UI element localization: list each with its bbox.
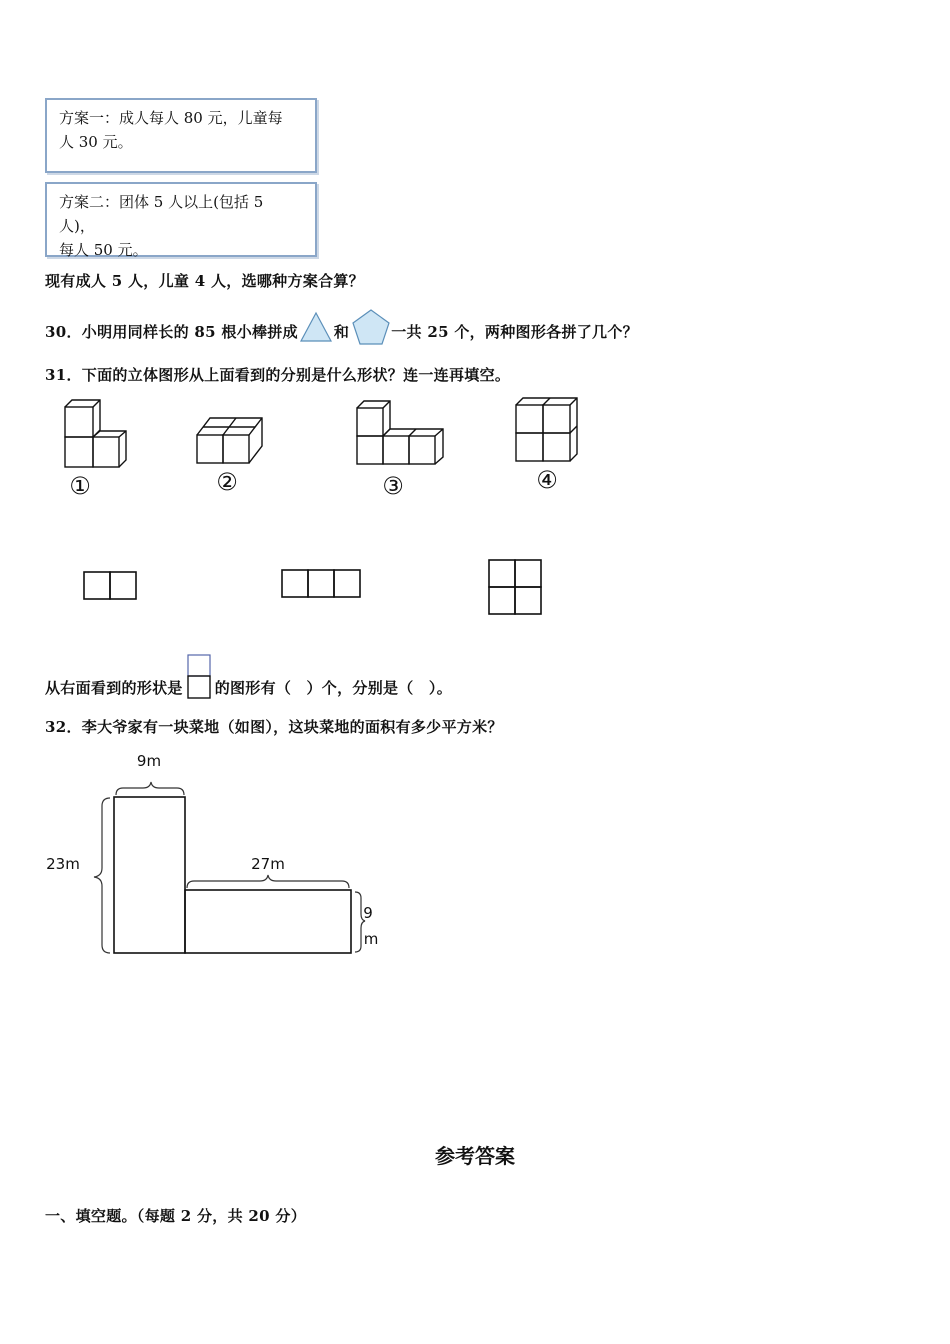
label-height: 23m bbox=[46, 855, 80, 873]
top-view-two-squares bbox=[84, 572, 136, 599]
question-30-part-3: 一共 25 个，两种图形各拼了几个？ bbox=[391, 322, 638, 341]
vegetable-plot-diagram bbox=[0, 740, 420, 970]
left-brace bbox=[94, 798, 110, 953]
solid-figure-3 bbox=[357, 401, 443, 464]
top-brace bbox=[116, 782, 184, 795]
solid-figure-2 bbox=[197, 418, 262, 463]
middle-brace bbox=[187, 875, 349, 888]
pentagon-icon bbox=[351, 308, 391, 346]
label-top-width: 9m bbox=[136, 752, 162, 770]
plan-box-1 bbox=[45, 98, 317, 173]
question-31-fill-part-1: 从右面看到的形状是 bbox=[45, 679, 183, 697]
label-bottom-height-b: m bbox=[363, 930, 379, 948]
question-29-tail: 现有成人 5 人，儿童 4 人，选哪种方案合算？ bbox=[45, 272, 364, 290]
section-1-heading: 一、填空题。（每题 2 分，共 20 分） bbox=[45, 1207, 307, 1225]
question-30-part-2: 和 bbox=[333, 322, 350, 341]
question-31-fill bbox=[45, 654, 452, 698]
solid-figures bbox=[0, 390, 650, 630]
label-bottom-width: 27m bbox=[251, 855, 285, 873]
question-30-part-1: 30．小明用同样长的 85 根小棒拼成 bbox=[45, 322, 298, 341]
solid-figure-1 bbox=[65, 400, 126, 467]
plan-1-line-1: 方案一：成人每人 80 元，儿童每 bbox=[59, 109, 283, 127]
plot-wide-rect bbox=[185, 890, 351, 953]
plan-2-line-2: 每人 50 元。 bbox=[59, 241, 148, 259]
stacked-squares-icon bbox=[186, 654, 212, 700]
answer-title: 参考答案 bbox=[435, 1144, 515, 1168]
figure-label-4: ④ bbox=[536, 466, 558, 494]
figure-label-2: ② bbox=[216, 468, 238, 496]
question-31-fill-part-2: 的图形有（ ）个，分别是（ ）。 bbox=[214, 679, 453, 697]
question-31: 31．下面的立体图形从上面看到的分别是什么形状？连一连再填空。 bbox=[45, 366, 511, 384]
plan-1-line-2: 人 30 元。 bbox=[59, 133, 133, 151]
question-32: 32．李大爷家有一块菜地（如图），这块菜地的面积有多少平方米？ bbox=[45, 718, 503, 736]
figure-label-3: ③ bbox=[382, 472, 404, 500]
plan-2-line-1: 方案二：团体 5 人以上(包括 5 人)， bbox=[59, 193, 264, 235]
triangle-icon bbox=[299, 311, 333, 343]
top-view-four-squares bbox=[489, 560, 541, 614]
figure-label-1: ① bbox=[69, 472, 91, 500]
plot-tall-rect bbox=[114, 797, 185, 953]
solid-figure-4 bbox=[516, 398, 577, 461]
plan-box-2 bbox=[45, 182, 317, 257]
label-bottom-height-a: 9 bbox=[363, 904, 373, 922]
question-30 bbox=[45, 316, 638, 346]
top-view-three-squares bbox=[282, 570, 360, 597]
